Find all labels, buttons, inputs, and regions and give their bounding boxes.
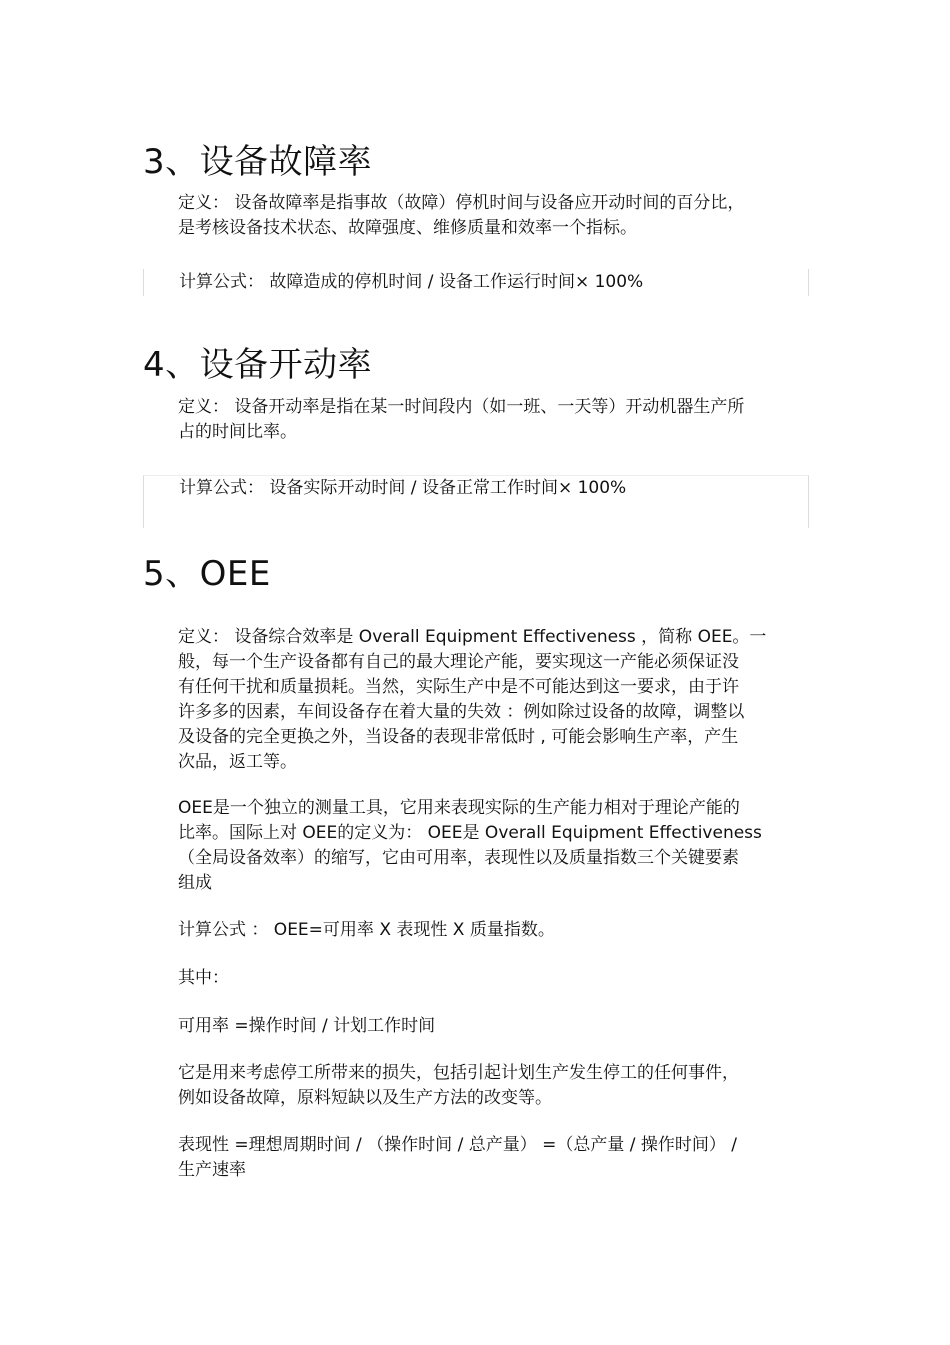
oee-intro-line-1: OEE是一个独立的测量工具，它用来表现实际的生产能力相对于理论产能的: [178, 798, 740, 818]
section-3-definition: [178, 191, 818, 241]
section-4-definition: [178, 395, 818, 445]
section-5-definition: [178, 625, 818, 775]
section-4-definition-line-2: 占的时间比率。: [178, 422, 297, 442]
section-5-definition-line-5: 及设备的完全更换之外，当设备的表现非常低时 , 可能会影响生产率，产生: [178, 727, 739, 747]
performance-formula-line-1: 表现性 =理想周期时间 / （操作时间 / 总产量） =（总产量 / 操作时间） /: [178, 1135, 738, 1155]
section-3-formula: 计算公式： 故障造成的停机时间 / 设备工作运行时间× 100%: [179, 272, 644, 292]
section-3-definition-line-2: 是考核设备技术状态、故障强度、维修质量和效率一个指标。: [178, 218, 637, 238]
section-5-heading: 5、OEE: [143, 554, 271, 594]
availability-note-line-1: 它是用来考虑停工所带来的损失，包括引起计划生产发生停工的任何事件，: [178, 1063, 739, 1083]
section-4-definition-line-1: 定义： 设备开动率是指在某一时间段内（如一班、一天等）开动机器生产所: [178, 397, 745, 417]
oee-formula: 计算公式 ： OEE=可用率 X 表现性 X 质量指数。: [178, 920, 555, 940]
availability-formula: 可用率 =操作时间 / 计划工作时间: [178, 1016, 436, 1036]
oee-intro-line-2: 比率。国际上对 OEE的定义为： OEE是 Overall Equipment Effectiveness: [178, 823, 762, 843]
availability-note: [178, 1061, 818, 1111]
section-5-definition-line-4: 许多多的因素，车间设备存在着大量的失效 ：例如除过设备的故障，调整以: [178, 702, 745, 722]
oee-intro: [178, 796, 818, 896]
section-5-definition-line-1: 定义： 设备综合效率是 Overall Equipment Effectiveness ，简称 OEE。一: [178, 627, 767, 647]
performance-formula-line-2: 生产速率: [178, 1160, 246, 1180]
section-4-heading: 4、设备开动率: [143, 345, 373, 385]
section-5-definition-line-3: 有任何干扰和质量损耗。当然，实际生产中是不可能达到这一要求，由于许: [178, 677, 739, 697]
section-3-heading: 3、设备故障率: [143, 142, 373, 182]
section-3-definition-line-1: 定义： 设备故障率是指事故（故障）停机时间与设备应开动时间的百分比，: [178, 193, 745, 213]
section-4-formula-box: [143, 475, 809, 528]
oee-intro-line-4: 组成: [178, 873, 212, 893]
section-5-definition-line-6: 次品，返工等。: [178, 752, 297, 772]
performance-formula: [178, 1133, 818, 1183]
section-5-definition-line-2: 般，每一个生产设备都有自己的最大理论产能，要实现这一产能必须保证没: [178, 652, 739, 672]
section-3-formula-box: [143, 269, 809, 296]
oee-intro-line-3: （全局设备效率）的缩写，它由可用率，表现性以及质量指数三个关键要素: [178, 848, 739, 868]
where-label: 其中：: [178, 968, 229, 988]
section-4-formula: 计算公式： 设备实际开动时间 / 设备正常工作时间× 100%: [179, 478, 627, 498]
availability-note-line-2: 例如设备故障，原料短缺以及生产方法的改变等。: [178, 1088, 552, 1108]
